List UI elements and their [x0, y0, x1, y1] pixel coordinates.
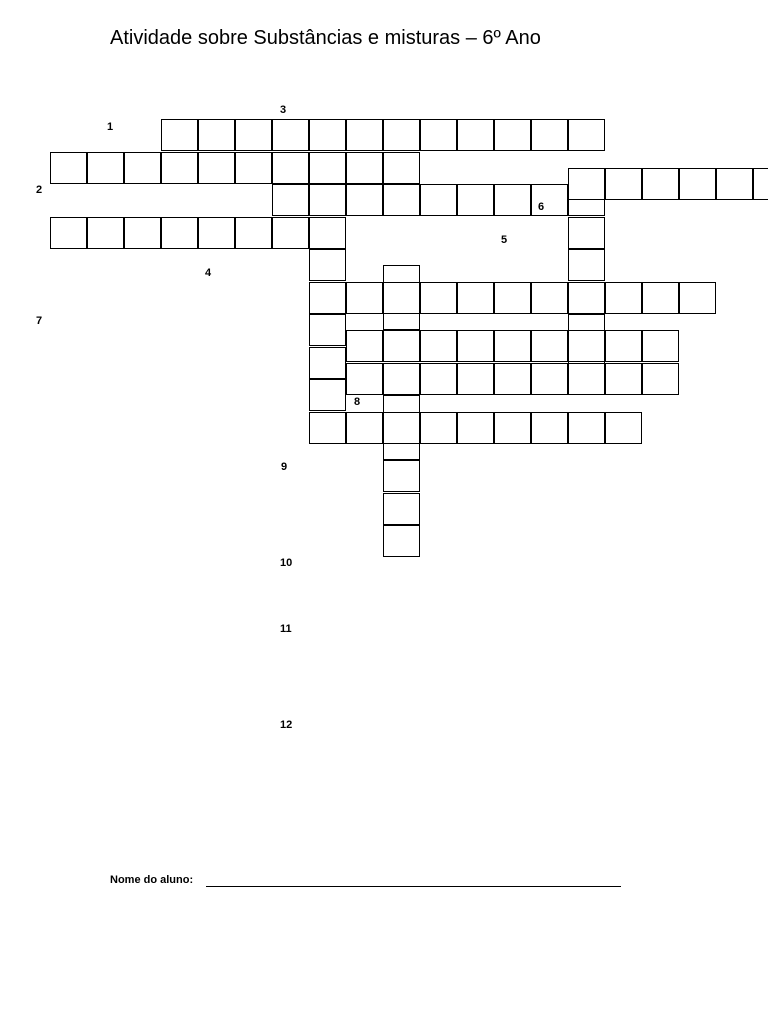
crossword-cell[interactable]	[420, 330, 457, 362]
crossword-cell[interactable]	[50, 152, 87, 184]
crossword-cell[interactable]	[309, 152, 346, 184]
crossword-cell[interactable]	[161, 152, 198, 184]
crossword-cell[interactable]	[272, 184, 309, 216]
crossword-cell[interactable]	[383, 119, 420, 151]
crossword-cell[interactable]	[531, 119, 568, 151]
crossword-cell[interactable]	[679, 282, 716, 314]
crossword-cell[interactable]	[568, 363, 605, 395]
crossword-cell[interactable]	[198, 119, 235, 151]
crossword-cell[interactable]	[568, 412, 605, 444]
crossword-cell[interactable]	[420, 119, 457, 151]
crossword-cell[interactable]	[494, 412, 531, 444]
crossword-cell[interactable]	[457, 119, 494, 151]
crossword-cell[interactable]	[309, 347, 346, 379]
crossword-cell[interactable]	[346, 412, 383, 444]
crossword-cell[interactable]	[531, 330, 568, 362]
crossword-cell[interactable]	[531, 282, 568, 314]
clue-number-5: 5	[501, 234, 508, 246]
crossword-cell[interactable]	[87, 152, 124, 184]
crossword-cell[interactable]	[161, 119, 198, 151]
crossword-cell[interactable]	[753, 168, 768, 200]
crossword-cell[interactable]	[383, 184, 420, 216]
crossword-cell[interactable]	[309, 282, 346, 314]
crossword-cell[interactable]	[235, 217, 272, 249]
crossword-cell[interactable]	[420, 363, 457, 395]
crossword-cell[interactable]	[494, 363, 531, 395]
crossword-cell[interactable]	[346, 152, 383, 184]
crossword-cell[interactable]	[346, 363, 383, 395]
crossword-cell[interactable]	[531, 412, 568, 444]
page-title: Atividade sobre Substâncias e misturas – 6º Ano	[110, 27, 541, 49]
crossword-cell[interactable]	[235, 119, 272, 151]
crossword-cell[interactable]	[272, 217, 309, 249]
crossword-cell[interactable]	[383, 152, 420, 184]
crossword-cell[interactable]	[124, 217, 161, 249]
crossword-cell[interactable]	[568, 249, 605, 281]
crossword-cell[interactable]	[568, 217, 605, 249]
crossword-cell[interactable]	[420, 412, 457, 444]
student-name-line[interactable]	[206, 886, 621, 887]
crossword-cell[interactable]	[568, 282, 605, 314]
crossword-cell[interactable]	[457, 363, 494, 395]
crossword-cell[interactable]	[457, 412, 494, 444]
crossword-cell[interactable]	[383, 493, 420, 525]
crossword-cell[interactable]	[457, 282, 494, 314]
clue-number-10: 10	[280, 557, 293, 569]
crossword-cell[interactable]	[383, 282, 420, 314]
crossword-cell[interactable]	[642, 168, 679, 200]
crossword-cell[interactable]	[568, 119, 605, 151]
crossword-cell[interactable]	[642, 330, 679, 362]
clue-number-6: 6	[538, 201, 545, 213]
crossword-cell[interactable]	[383, 412, 420, 444]
crossword-cell[interactable]	[346, 282, 383, 314]
crossword-cell[interactable]	[124, 152, 161, 184]
crossword-cell[interactable]	[309, 119, 346, 151]
crossword-cell[interactable]	[309, 217, 346, 249]
crossword-cell[interactable]	[642, 363, 679, 395]
crossword-cell[interactable]	[87, 217, 124, 249]
crossword-cell[interactable]	[605, 168, 642, 200]
clue-number-12: 12	[280, 719, 293, 731]
crossword-cell[interactable]	[531, 184, 568, 216]
crossword-cell[interactable]	[420, 184, 457, 216]
clue-number-4: 4	[205, 267, 212, 279]
crossword-cell[interactable]	[309, 249, 346, 281]
crossword-cell[interactable]	[309, 314, 346, 346]
crossword-cell[interactable]	[494, 119, 531, 151]
clue-number-7: 7	[36, 315, 43, 327]
clue-number-8: 8	[354, 396, 361, 408]
clue-number-9: 9	[281, 461, 288, 473]
crossword-cell[interactable]	[383, 460, 420, 492]
crossword-cell[interactable]	[309, 412, 346, 444]
crossword-cell[interactable]	[50, 217, 87, 249]
clue-number-3: 3	[280, 104, 287, 116]
crossword-cell[interactable]	[605, 330, 642, 362]
crossword-cell[interactable]	[309, 379, 346, 411]
student-name-label: Nome do aluno:	[110, 874, 194, 886]
crossword-cell[interactable]	[605, 412, 642, 444]
crossword-cell[interactable]	[346, 119, 383, 151]
crossword-cell[interactable]	[272, 152, 309, 184]
crossword-cell[interactable]	[272, 119, 309, 151]
clue-number-11: 11	[280, 623, 292, 635]
crossword-cell[interactable]	[235, 152, 272, 184]
crossword-cell[interactable]	[605, 282, 642, 314]
clue-number-2: 2	[36, 184, 43, 196]
crossword-cell[interactable]	[494, 330, 531, 362]
crossword-cell[interactable]	[161, 217, 198, 249]
crossword-cell[interactable]	[198, 152, 235, 184]
crossword-cell[interactable]	[494, 282, 531, 314]
clue-number-1: 1	[107, 121, 114, 133]
crossword-cell[interactable]	[494, 184, 531, 216]
crossword-cell[interactable]	[383, 525, 420, 557]
crossword-cell[interactable]	[568, 330, 605, 362]
crossword-cell[interactable]	[642, 282, 679, 314]
crossword-cell[interactable]	[383, 363, 420, 395]
crossword-cell[interactable]	[420, 282, 457, 314]
crossword-cell[interactable]	[605, 363, 642, 395]
crossword-cell[interactable]	[531, 363, 568, 395]
crossword-cell[interactable]	[716, 168, 753, 200]
crossword-cell[interactable]	[309, 184, 346, 216]
crossword-cell[interactable]	[346, 184, 383, 216]
crossword-cell[interactable]	[457, 330, 494, 362]
crossword-cell[interactable]	[383, 330, 420, 362]
crossword-cell[interactable]	[457, 184, 494, 216]
crossword-cell[interactable]	[198, 217, 235, 249]
crossword-cell[interactable]	[346, 330, 383, 362]
crossword-cell[interactable]	[568, 168, 605, 200]
crossword-cell[interactable]	[679, 168, 716, 200]
